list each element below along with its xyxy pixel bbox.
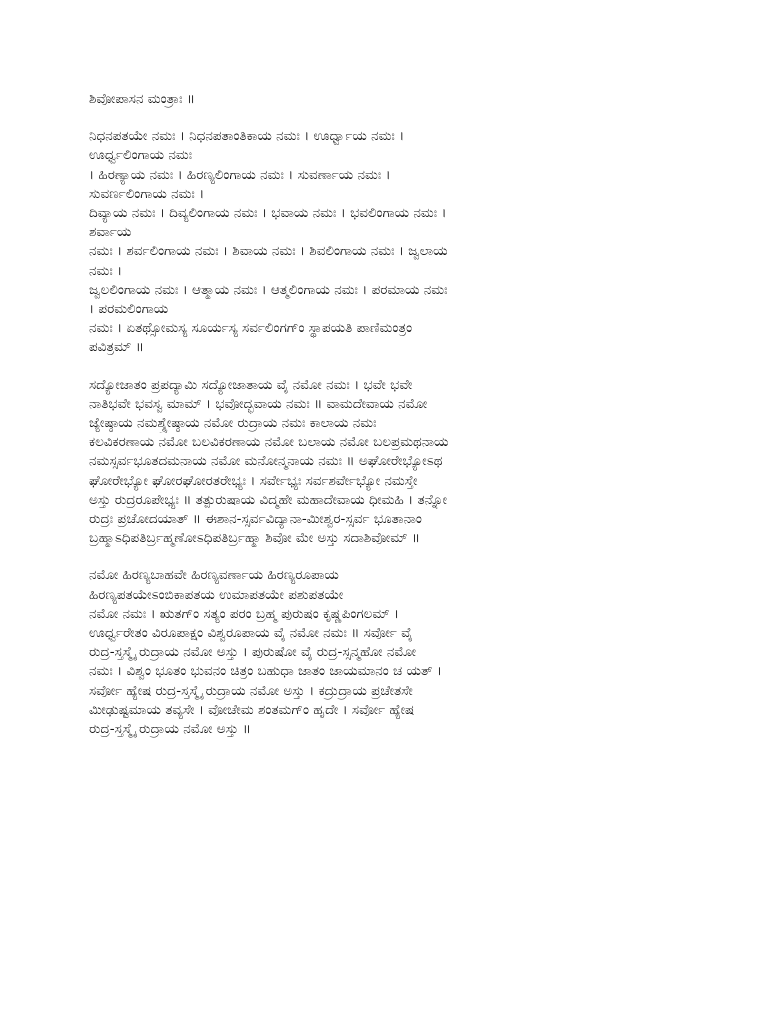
text-line: ನಮಃ । ವಿಶ್ವಂ ಭೂತಂ ಭುವನಂ ಚಿತ್ರಂ ಬಹುಧಾ ಜಾತಂ ಜಾಯಮಾನಂ ಚ ಯತ್ ।: [89, 663, 442, 680]
paragraph-2: [89, 376, 689, 549]
text-line: । ಹಿರಣ್ಯಾಯ ನಮಃ । ಹಿರಣ್ಯಲಿಂಗಾಯ ನಮಃ । ಸುವರ್ಣಾಯ ನಮಃ ।: [89, 166, 391, 183]
text-line: ಜ್ವಲಲಿಂಗಾಯ ನಮಃ । ಆತ್ಮಾಯ ನಮಃ । ಆತ್ಮಲಿಂಗಾಯ ನಮಃ । ಪರಮಾಯ ನಮಃ: [89, 281, 448, 298]
document-title: ಶಿವೋಪಾಸನ ಮಂತ್ರಾಃ ॥: [89, 91, 195, 107]
text-line: ಊರ್ಧ್ವಲಿಂಗಾಯ ನಮಃ: [89, 147, 193, 164]
text-line: ದಿವ್ಯಾಯ ನಮಃ । ದಿವ್ಯಲಿಂಗಾಯ ನಮಃ । ಭವಾಯ ನಮಃ । ಭವಲಿಂಗಾಯ ನಮಃ ।: [89, 205, 447, 222]
text-line: ಸುವರ್ಣಲಿಂಗಾಯ ನಮಃ ।: [89, 185, 205, 202]
text-line: ಕಲವಿಕರಣಾಯ ನಮೋ ಬಲವಿಕರಣಾಯ ನಮೋ ಬಲಾಯ ನಮೋ ಬಲಪ್ರಮಥನಾಯ: [89, 434, 449, 451]
text-line: । ಪರಮಲಿಂಗಾಯ: [89, 301, 169, 318]
text-line: ನಿಧನಪತಯೇ ನಮಃ । ನಿಧನಪತಾಂತಿಕಾಯ ನಮಃ । ಊರ್ಧ್ವಾಯ ನಮಃ ।: [89, 128, 405, 145]
text-line: ಅಸ್ತು ರುದ್ರರೂಪೇಭ್ಯಃ ॥ ತತ್ಪುರುಷಾಯ ವಿದ್ಮಹೇ ಮಹಾದೇವಾಯ ಧೀಮಹಿ । ತನ್ನೋ: [89, 491, 448, 508]
text-line: ನಾತಿಭವೇ ಭವಸ್ವ ಮಾಮ್ । ಭವೋದ್ಭವಾಯ ನಮಃ ॥ ವಾಮದೇವಾಯ ನಮೋ: [89, 395, 428, 412]
text-line: ನಮಃ । ಏತಥ್ಸೋಮಸ್ಯ ಸೂರ್ಯಸ್ಯ ಸರ್ವಲಿಂಗಗ್ಂ ಸ್ಥಾಪಯತಿ ಪಾಣಿಮಂತ್ರಂ: [89, 320, 413, 337]
text-line: ಮೀಢುಷ್ಟಮಾಯ ತವ್ಯಸೇ । ವೋಚೇಮ ಶಂತಮಗ್ಂ ಹೃದೇ । ಸರ್ವೋ ಹ್ಯೇಷ: [89, 701, 415, 718]
text-line: ರುದ್ರ-ಸ್ತಸ್ಮೈ ರುದ್ರಾಯ ನಮೋ ಅಸ್ತು ॥: [89, 721, 251, 738]
text-line: ಪವಿತ್ರಮ್ ॥: [89, 339, 144, 356]
text-line: ನಮೋ ನಮಃ । ಋತಗ್ಂ ಸತ್ಯಂ ಪರಂ ಬ್ರಹ್ಮ ಪುರುಷಂ ಕೃಷ್ಣಪಿಂಗಲಮ್ ।: [89, 605, 400, 622]
document-body: [89, 127, 689, 739]
text-line: ಊರ್ಧ್ವರೇತಂ ವಿರೂಪಾಕ್ಷಂ ವಿಶ್ವರೂಪಾಯ ವೈ ನಮೋ ನಮಃ ॥ ಸರ್ವೋ ವೈ: [89, 625, 413, 642]
text-line: ರುದ್ರ-ಸ್ತಸ್ಮೈ ರುದ್ರಾಯ ನಮೋ ಅಸ್ತು । ಪುರುಷೋ ವೈ ರುದ್ರ-ಸ್ಸನ್ಮಹೋ ನಮೋ: [89, 644, 417, 661]
text-line: ಸದ್ಯೋಜಾತಂ ಪ್ರಪದ್ಯಾಮಿ ಸದ್ಯೋಜಾತಾಯ ವೈ ನಮೋ ನಮಃ । ಭವೇ ಭವೇ: [89, 376, 413, 393]
text-line: ಸರ್ವೋ ಹ್ಯೇಷ ರುದ್ರ-ಸ್ತಸ್ಮೈ ರುದ್ರಾಯ ನಮೋ ಅಸ್ತು । ಕದ್ರುದ್ರಾಯ ಪ್ರಚೇತಸೇ: [89, 682, 413, 699]
text-line: ನಮೋ ಹಿರಣ್ಯಬಾಹವೇ ಹಿರಣ್ಯವರ್ಣಾಯ ಹಿರಣ್ಯರೂಪಾಯ: [89, 567, 339, 584]
text-line: ಬ್ರಹ್ಮಾಽಧಿಪತಿರ್ಬ್ರಹ್ಮಣೋಽಧಿಪತಿರ್ಬ್ರಹ್ಮಾ ಶಿವೋ ಮೇ ಅಸ್ತು ಸದಾಶಿವೋಮ್ ॥: [89, 530, 421, 547]
text-line: ಶರ್ವಾಯ: [89, 224, 132, 241]
document-page: [89, 90, 689, 757]
text-line: ನಮಸ್ಸರ್ವಭೂತದಮನಾಯ ನಮೋ ಮನೋನ್ಮನಾಯ ನಮಃ ॥ ಅಘೋರೇಭ್ಯೋಽಥ: [89, 453, 443, 470]
paragraph-1: [89, 127, 689, 357]
text-line: ಜ್ಯೇಷ್ಠಾಯ ನಮಶ್ಶ್ರೇಷ್ಠಾಯ ನಮೋ ರುದ್ರಾಯ ನಮಃ ಕಾಲಾಯ ನಮಃ: [89, 415, 377, 432]
text-line: ಘೋರೇಭ್ಯೋ ಘೋರಘೋರತರೇಭ್ಯಃ । ಸರ್ವೇಭ್ಯಃ ಸರ್ವಶರ್ವೇಭ್ಯೋ ನಮಸ್ತೇ: [89, 472, 418, 489]
text-line: ಹಿರಣ್ಯಪತಯೇಽಂಬಿಕಾಪತಯ ಉಮಾಪತಯೇ ಪಶುಪತಯೇ: [89, 586, 344, 603]
text-line: ನಮಃ । ಶರ್ವಲಿಂಗಾಯ ನಮಃ । ಶಿವಾಯ ನಮಃ । ಶಿವಲಿಂಗಾಯ ನಮಃ । ಜ್ವಲಾಯ: [89, 243, 448, 260]
text-line: ರುದ್ರಃ ಪ್ರಚೋದಯಾತ್ ॥ ಈಶಾನ-ಸ್ಸರ್ವವಿದ್ಯಾನಾ-ಮೀಶ್ವರ-ಸ್ಸರ್ವ ಭೂತಾನಾಂ: [89, 511, 422, 528]
text-line: ನಮಃ ।: [89, 262, 123, 279]
paragraph-3: [89, 566, 689, 739]
